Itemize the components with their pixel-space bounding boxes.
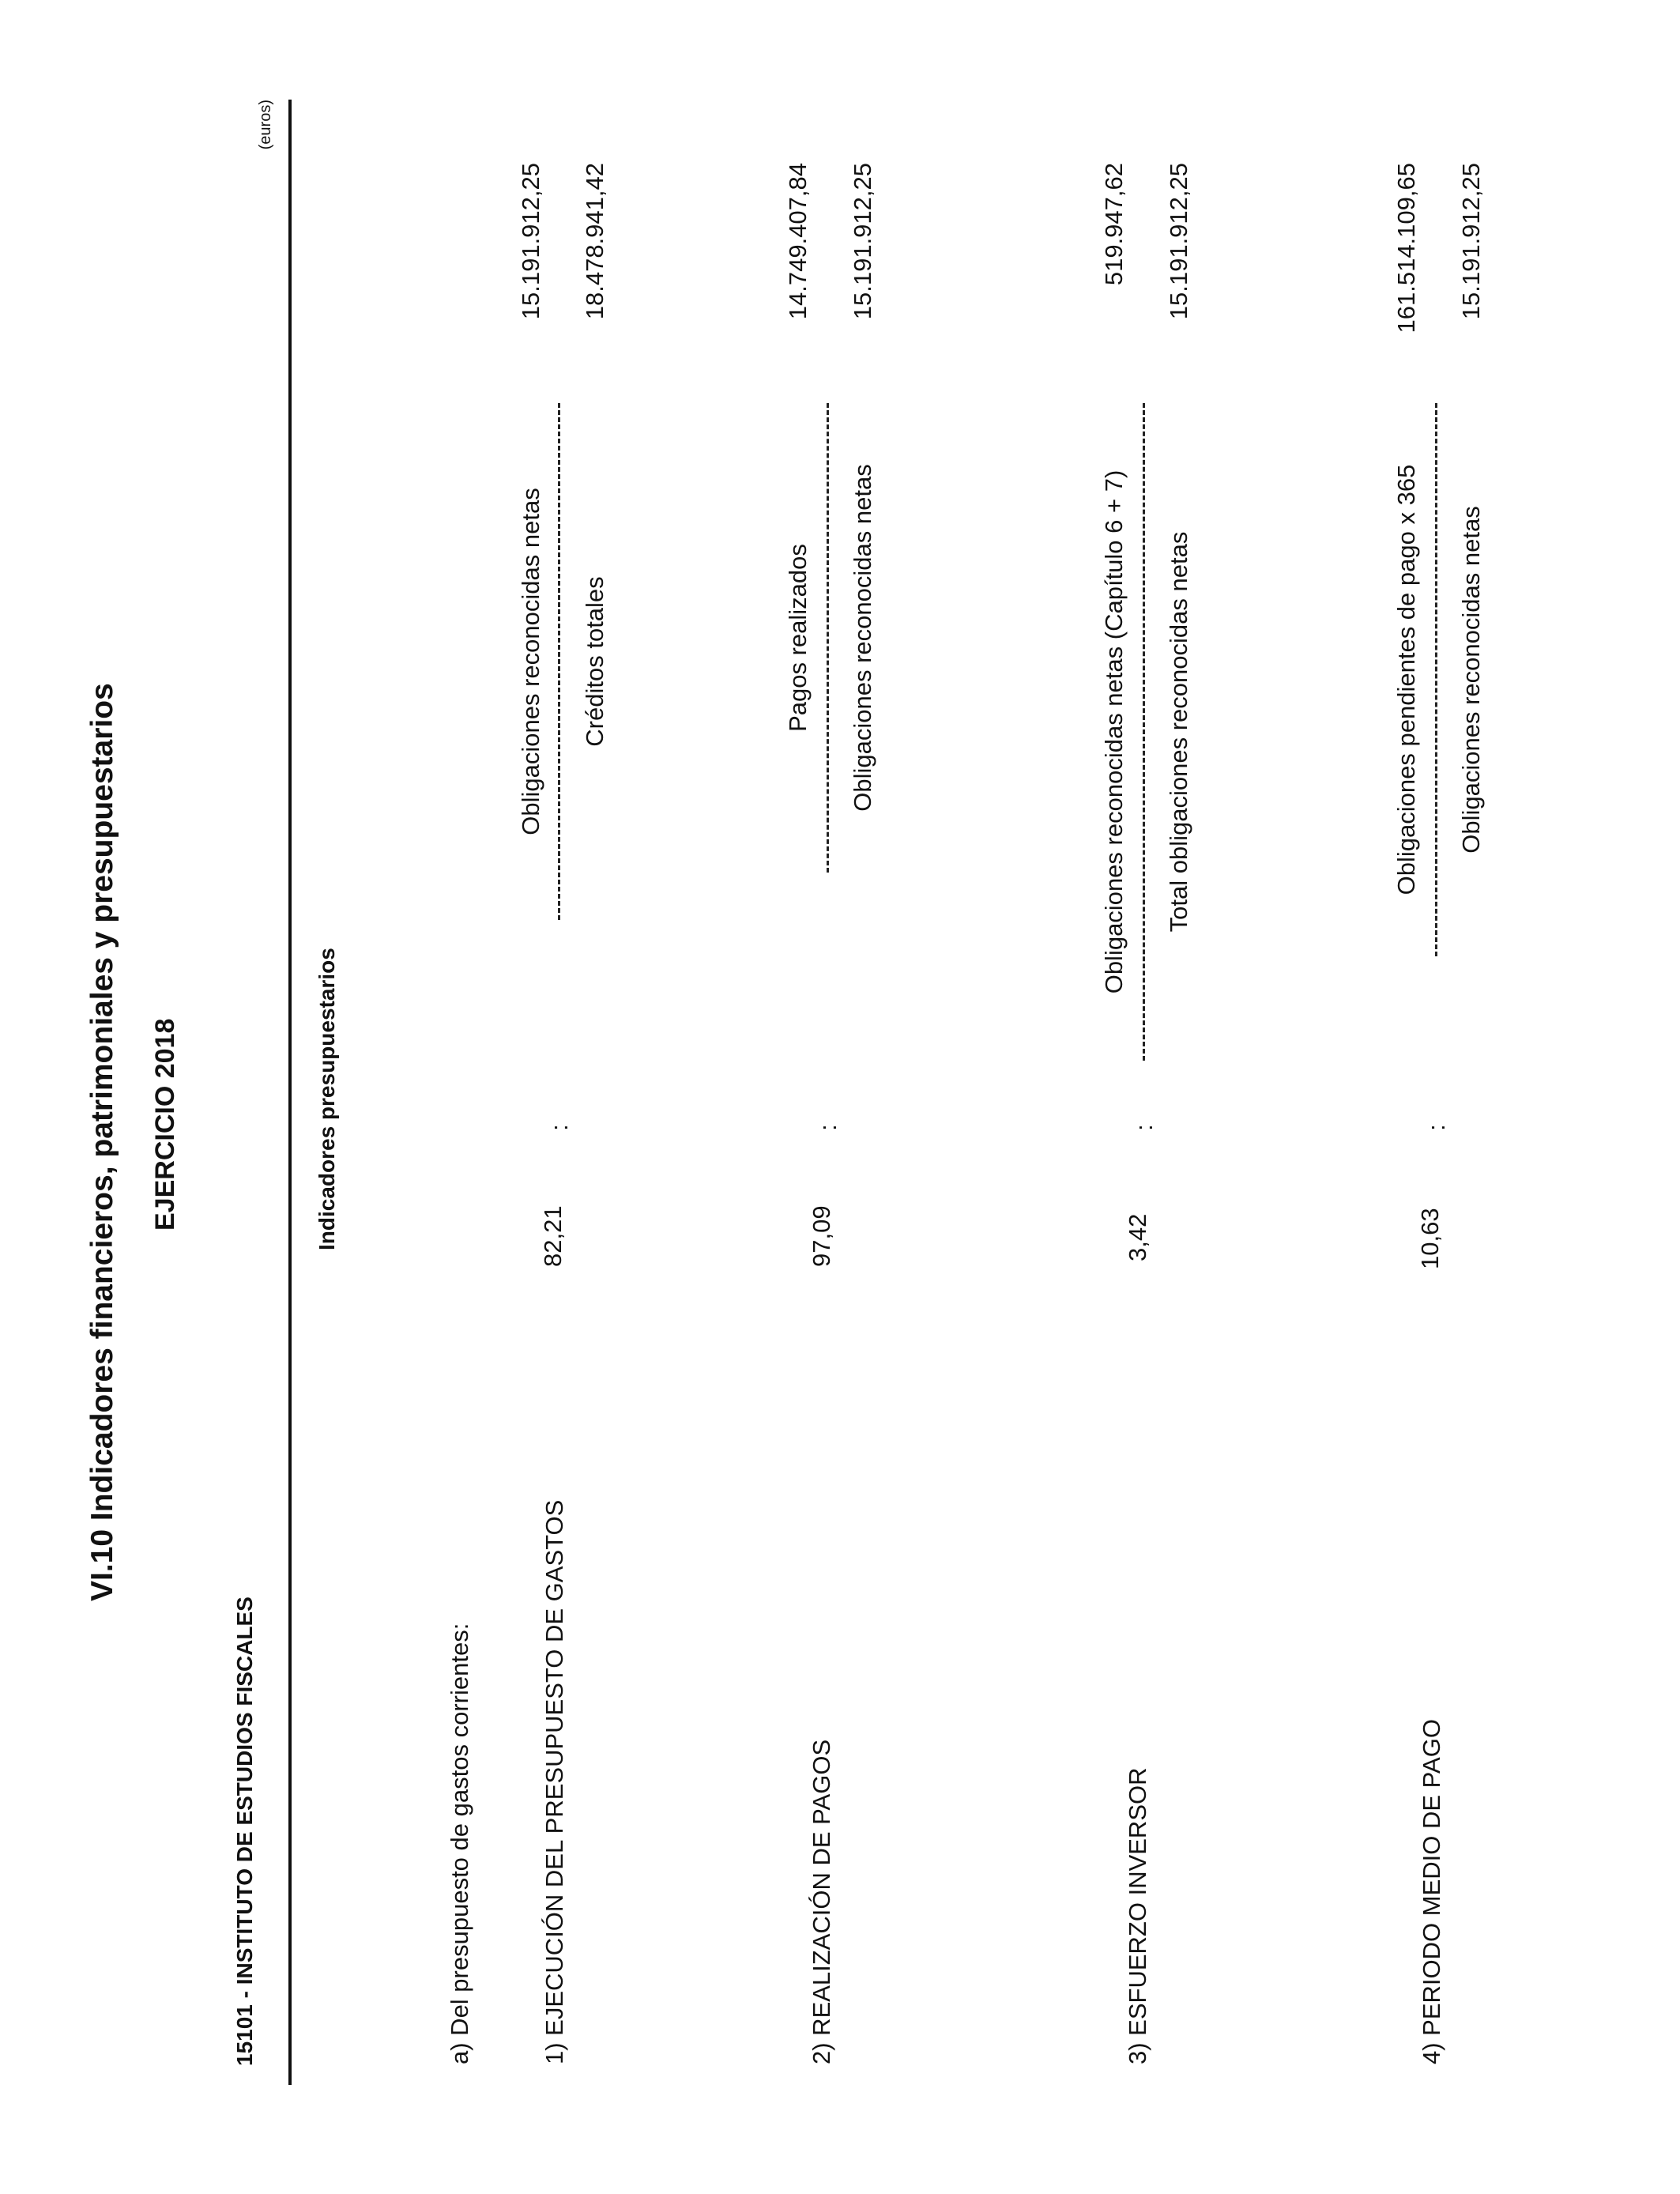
numerator-value: 15.191.912,25	[517, 163, 544, 320]
denominator-label: Créditos totales	[581, 576, 608, 747]
numerator-label: Obligaciones reconocidas netas (Capítulo 6 + 7)	[1100, 469, 1128, 994]
denominator-label: Obligaciones reconocidas netas	[1457, 506, 1485, 854]
indicator-colon: :	[545, 1124, 573, 1131]
indicator-label: 2) REALIZACIÓN DE PAGOS	[808, 1739, 835, 2064]
fraction-line	[1435, 403, 1437, 956]
indicator-colon: :	[814, 1124, 842, 1131]
indicator-value: 82,21	[539, 1205, 567, 1267]
fraction-line	[1143, 403, 1145, 1061]
denominator-label: Total obligaciones reconocidas netas	[1165, 531, 1192, 933]
indicator-value: 10,63	[1416, 1208, 1444, 1269]
indicator-value: 3,42	[1124, 1213, 1151, 1261]
numerator-value: 14.749.407,84	[784, 163, 812, 320]
organization-name: 15101 - INSTITUTO DE ESTUDIOS FISCALES	[232, 1596, 257, 2066]
group-label: a) Del presupuesto de gastos corrientes:	[446, 1623, 473, 2064]
fraction-line	[558, 403, 560, 920]
section-header: Indicadores presupuestarios	[315, 948, 339, 1250]
denominator-label: Obligaciones reconocidas netas	[849, 464, 876, 812]
units-label: (euros)	[257, 100, 274, 150]
denominator-value: 15.191.912,25	[849, 163, 876, 320]
indicator-colon: :	[1422, 1124, 1450, 1131]
report-title: VI.10 Indicadores financieros, patrimoniales y presupuestarios	[85, 683, 119, 1601]
numerator-label: Pagos realizados	[784, 544, 812, 732]
indicator-label: 3) ESFUERZO INVERSOR	[1124, 1767, 1151, 2064]
fraction-line	[827, 403, 829, 873]
indicator-label: 4) PERIODO MEDIO DE PAGO	[1418, 1719, 1445, 2064]
numerator-value: 519.947,62	[1100, 163, 1128, 286]
numerator-label: Obligaciones reconocidas netas	[517, 488, 544, 835]
indicator-label: 1) EJECUCIÓN DEL PRESUPUESTO DE GASTOS	[541, 1499, 568, 2064]
denominator-value: 15.191.912,25	[1165, 163, 1192, 320]
numerator-label: Obligaciones pendientes de pago x 365	[1392, 464, 1420, 895]
denominator-value: 15.191.912,25	[1457, 163, 1485, 320]
indicator-colon: :	[1130, 1124, 1158, 1131]
header-rule	[288, 100, 292, 2085]
numerator-value: 161.514.109,65	[1392, 163, 1420, 334]
fiscal-year-heading: EJERCICIO 2018	[150, 1018, 180, 1231]
indicator-value: 97,09	[808, 1205, 835, 1267]
denominator-value: 18.478.941,42	[581, 163, 608, 320]
